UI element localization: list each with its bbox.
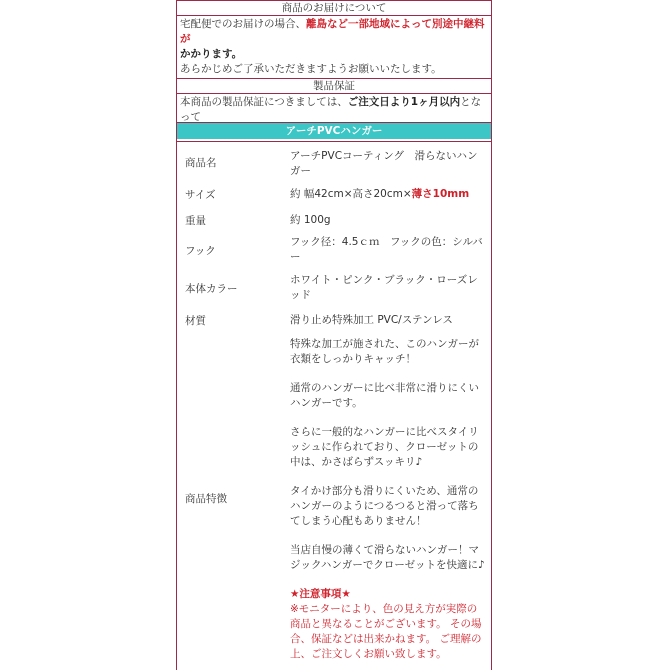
spec-value-size-b: 薄さ10mm xyxy=(411,188,470,200)
spec-label-weight: 重量 xyxy=(185,215,206,227)
spec-label-color: 本体カラー xyxy=(185,283,238,295)
spec-value-color: ホワイト・ピンク・ブラック・ローズレッド xyxy=(290,274,478,301)
delivery-header: 商品のお届けについて xyxy=(177,1,491,16)
spec-label-features: 商品特徴 xyxy=(185,493,227,505)
warranty-text-b: ご注文日より1ヶ月以内 xyxy=(347,96,461,108)
feature-paragraph-3: さらに一般的なハンガーに比べスタイリッシュに作られており、クローゼットの中は、かさばらずスッキリ♪ xyxy=(290,426,479,468)
feature-paragraph-4: タイかけ部分も滑りにくいため、通常のハンガーのようにつるつると滑って落ちてしまう心配もありません！ xyxy=(290,485,479,527)
spec-value-hook: フック径：4.5ｃｍ フックの色：シルバー xyxy=(290,236,483,263)
warning-text: ※モニターにより、色の見え方が実際の商品と異なることがございます。 その場合、保証などは出来かねます。 ご理解の上、ご注文しくお願い致します。 xyxy=(290,603,482,660)
spec-value-name: アーチPVCコーティング 滑らないハンガー xyxy=(290,150,478,177)
spec-label-hook: フック xyxy=(185,245,216,257)
spec-label-material: 材質 xyxy=(185,315,206,327)
feature-paragraph-2: 通常のハンガーに比べ非常に滑りにくいハンガーです。 xyxy=(290,382,479,409)
delivery-notice-box xyxy=(176,0,492,142)
feature-paragraph-1: 特殊な加工が施された、このハンガーが衣類をしっかりキャッチ！ xyxy=(290,338,479,365)
delivery-line1-a: 宅配便でのお届けの場合、 xyxy=(180,18,306,30)
feature-paragraph-5: 当店自慢の薄くて滑らないハンガー！マジックハンガーでクローゼットを快適に♪ xyxy=(290,544,485,571)
spec-table xyxy=(176,122,492,670)
warranty-header: 製品保証 xyxy=(177,78,491,94)
spec-label-size: サイズ xyxy=(185,189,216,201)
spec-value-weight: 約 100g xyxy=(290,214,331,226)
warranty-text-a: 本商品の製品保証につきましては、 xyxy=(180,96,348,108)
spec-label-name: 商品名 xyxy=(185,157,217,169)
delivery-line2: かかります。 xyxy=(180,48,243,60)
spec-title: アーチPVCハンガー xyxy=(177,123,491,139)
spec-value-size-a: 約 幅42cm×高さ20cm× xyxy=(290,188,412,200)
warning-title: ★注意事項★ xyxy=(290,588,351,600)
warranty-text-c: となって xyxy=(180,96,482,123)
delivery-text xyxy=(177,16,491,78)
spec-value-material: 滑り止め特殊加工 PVC/ステンレス xyxy=(290,314,453,326)
spec-value-size xyxy=(290,187,486,202)
delivery-line3: あらかじめご了承いただきますようお願いいたします。 xyxy=(180,63,442,75)
spec-value-features xyxy=(290,337,486,662)
delivery-line1-b: 離島など一部地域によって別途中継料が xyxy=(180,18,485,45)
